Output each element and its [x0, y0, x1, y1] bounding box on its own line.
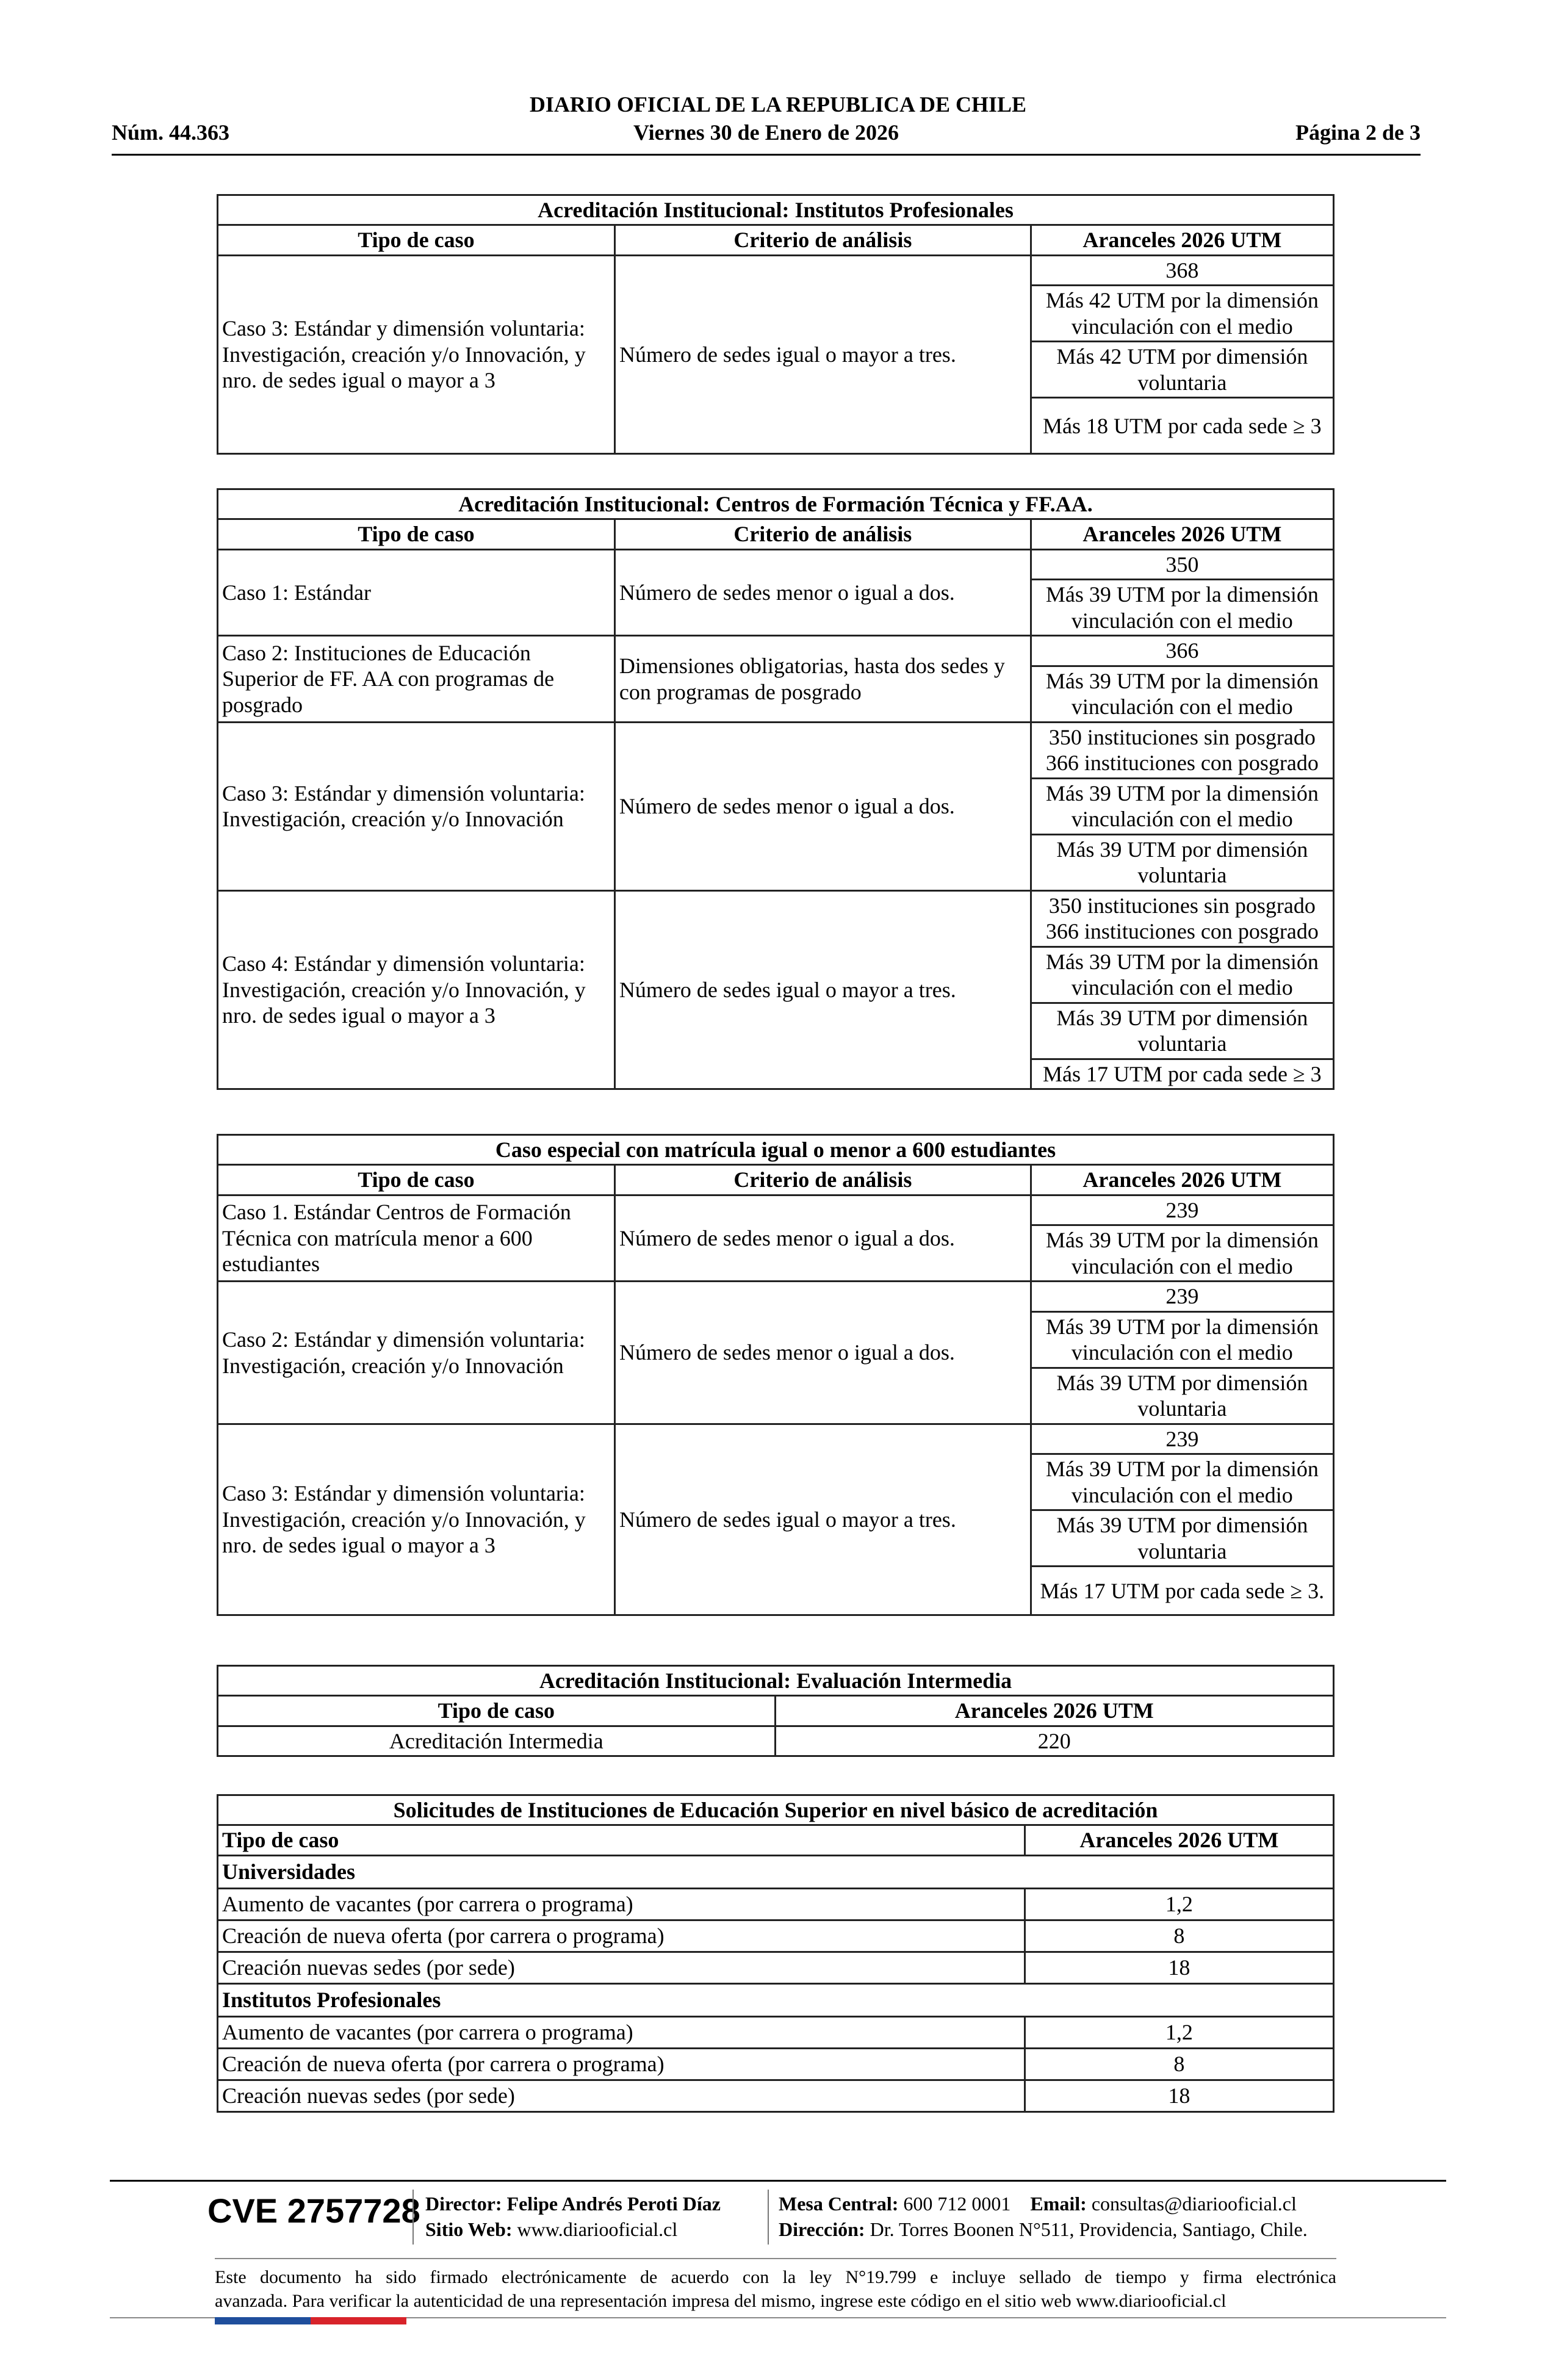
col-header-tipo: Tipo de caso [218, 225, 615, 255]
cell-arancel [1031, 722, 1333, 778]
cell-caso: Caso 2: Instituciones de Educación Superior de FF. AA con programas de posgrado [218, 636, 615, 722]
cell-arancel: Más 39 UTM por dimensión voluntaria [1031, 834, 1333, 890]
footer-contact-block [779, 2191, 1308, 2242]
arancel-sin-posgrado: 350 instituciones sin posgrado [1048, 724, 1316, 749]
legal-notice-line1: Este documento ha sido firmado electrónicamente de acuerdo con la ley N°19.799 e incluye sellado de tiempo y firma electrónica [215, 2267, 1336, 2287]
footer-divider [215, 2258, 1336, 2259]
cell-caso: Caso 3: Estándar y dimensión voluntaria: Investigación, creación y/o Innovación, y nro. de sedes igual o mayor a 3 [218, 1424, 615, 1615]
cell-caso: Acreditación Intermedia [218, 1726, 776, 1756]
cell-arancel: Más 39 UTM por dimensión voluntaria [1031, 1510, 1333, 1567]
cell-arancel: Más 18 UTM por cada sede ≥ 3 [1031, 398, 1333, 454]
table-row-value: 1,2 [1025, 1888, 1333, 1920]
web-label: Sitio Web: [425, 2218, 513, 2240]
table-row-value: 8 [1025, 1920, 1333, 1952]
cell-arancel: 239 [1031, 1282, 1333, 1311]
cell-arancel: Más 39 UTM por dimensión voluntaria [1031, 1003, 1333, 1059]
table-caption: Acreditación Institucional: Centros de Formación Técnica y FF.AA. [218, 489, 1334, 519]
cell-arancel: Más 39 UTM por la dimensión vinculación con el medio [1031, 666, 1333, 722]
cell-arancel: Más 39 UTM por la dimensión vinculación con el medio [1031, 947, 1333, 1003]
footer-separator [768, 2190, 769, 2245]
flag-stripe [215, 2317, 406, 2324]
col-header-tipo: Tipo de caso [218, 1825, 1025, 1855]
mesa-phone: 600 712 0001 [903, 2193, 1011, 2215]
cell-arancel [1031, 890, 1333, 947]
table-caption: Acreditación Institucional: Evaluación Intermedia [218, 1666, 1334, 1696]
group-header-universidades: Universidades [218, 1855, 1334, 1888]
table-row-label: Creación de nueva oferta (por carrera o programa) [218, 1920, 1025, 1952]
cell-criterio: Número de sedes menor o igual a dos. [614, 549, 1031, 635]
address-label: Dirección: [779, 2218, 865, 2240]
arancel-con-posgrado: 366 instituciones con posgrado [1045, 919, 1319, 944]
cell-arancel: 239 [1031, 1424, 1333, 1454]
flag-stripe-red [311, 2317, 406, 2324]
cell-arancel: 366 [1031, 636, 1333, 666]
col-header-aranceles: Aranceles 2026 UTM [1031, 225, 1333, 255]
issue-number: Núm. 44.363 [112, 120, 230, 145]
cell-caso: Caso 3: Estándar y dimensión voluntaria: Investigación, creación y/o Innovación [218, 722, 615, 890]
arancel-con-posgrado: 366 instituciones con posgrado [1045, 751, 1319, 776]
table-caption: Caso especial con matrícula igual o menor a 600 estudiantes [218, 1135, 1334, 1165]
table-nivel-basico [217, 1794, 1334, 2113]
email-link[interactable]: consultas@diariooficial.cl [1091, 2193, 1297, 2215]
table-row-value: 18 [1025, 2080, 1333, 2111]
cve-code: CVE 2757728 [207, 2191, 420, 2230]
footer-separator [412, 2190, 414, 2245]
cell-caso: Caso 2: Estándar y dimensión voluntaria: Investigación, creación y/o Innovación [218, 1282, 615, 1424]
col-header-criterio: Criterio de análisis [614, 1165, 1031, 1195]
table-row-label: Aumento de vacantes (por carrera o programa) [218, 2016, 1025, 2048]
table-caso-especial-matricula [217, 1134, 1334, 1616]
col-header-aranceles: Aranceles 2026 UTM [1025, 1825, 1333, 1855]
cell-criterio: Dimensiones obligatorias, hasta dos sedes y con programas de posgrado [614, 636, 1031, 722]
cell-arancel: Más 17 UTM por cada sede ≥ 3. [1031, 1567, 1333, 1615]
col-header-tipo: Tipo de caso [218, 1696, 776, 1726]
cell-criterio: Número de sedes menor o igual a dos. [614, 1282, 1031, 1424]
footer-divider [110, 2180, 1446, 2182]
cell-arancel: 220 [775, 1726, 1333, 1756]
col-header-criterio: Criterio de análisis [614, 519, 1031, 549]
cell-caso: Caso 1: Estándar [218, 549, 615, 635]
cell-criterio: Número de sedes menor o igual a dos. [614, 1195, 1031, 1281]
table-evaluacion-intermedia [217, 1665, 1334, 1757]
table-row-value: 8 [1025, 2048, 1333, 2080]
cell-arancel: Más 39 UTM por la dimensión vinculación con el medio [1031, 1225, 1333, 1282]
table-row-label: Creación de nueva oferta (por carrera o programa) [218, 2048, 1025, 2080]
col-header-tipo: Tipo de caso [218, 519, 615, 549]
cell-arancel: 368 [1031, 255, 1333, 285]
address-text: Dr. Torres Boonen N°511, Providencia, Santiago, Chile. [870, 2218, 1308, 2240]
table-institutos-profesionales [217, 194, 1334, 455]
cell-caso: Caso 1. Estándar Centros de Formación Técnica con matrícula menor a 600 estudiantes [218, 1195, 615, 1281]
cell-arancel: Más 39 UTM por la dimensión vinculación con el medio [1031, 1454, 1333, 1510]
table-centros-formacion-tecnica [217, 488, 1334, 1090]
flag-stripe-blue [215, 2317, 311, 2324]
mesa-label: Mesa Central: [779, 2193, 899, 2215]
header-row [112, 120, 1421, 149]
table-row-label: Aumento de vacantes (por carrera o programa) [218, 1888, 1025, 1920]
table-caption: Acreditación Institucional: Institutos Profesionales [218, 195, 1334, 225]
director-name: Felipe Andrés Peroti Díaz [506, 2193, 721, 2215]
group-header-institutos: Institutos Profesionales [218, 1983, 1334, 2016]
cell-criterio: Número de sedes menor o igual a dos. [614, 722, 1031, 890]
legal-notice-line2: avanzada. Para verificar la autenticidad de una representación impresa del mismo, ingrese este código en el sitio web www.diariooficial.cl [215, 2291, 1226, 2311]
cell-criterio: Número de sedes igual o mayor a tres. [614, 1424, 1031, 1615]
cell-arancel: 239 [1031, 1195, 1333, 1225]
cell-caso: Caso 4: Estándar y dimensión voluntaria: Investigación, creación y/o Innovación, y nro. de sedes igual o mayor a 3 [218, 890, 615, 1089]
col-header-criterio: Criterio de análisis [614, 225, 1031, 255]
col-header-aranceles: Aranceles 2026 UTM [1031, 519, 1333, 549]
cell-criterio: Número de sedes igual o mayor a tres. [614, 890, 1031, 1089]
cell-arancel: Más 42 UTM por dimensión voluntaria [1031, 342, 1333, 398]
cell-arancel: Más 42 UTM por la dimensión vinculación con el medio [1031, 286, 1333, 342]
cell-arancel: Más 39 UTM por la dimensión vinculación con el medio [1031, 778, 1333, 834]
col-header-aranceles: Aranceles 2026 UTM [775, 1696, 1333, 1726]
table-row-value: 1,2 [1025, 2016, 1333, 2048]
header-divider [112, 154, 1421, 156]
cell-arancel: Más 39 UTM por la dimensión vinculación con el medio [1031, 1311, 1333, 1368]
col-header-tipo: Tipo de caso [218, 1165, 615, 1195]
table-row-value: 18 [1025, 1952, 1333, 1983]
newspaper-title: DIARIO OFICIAL DE LA REPUBLICA DE CHILE [529, 92, 1027, 117]
cell-arancel: Más 39 UTM por dimensión voluntaria [1031, 1368, 1333, 1424]
table-row-label: Creación nuevas sedes (por sede) [218, 2080, 1025, 2111]
table-caption: Solicitudes de Instituciones de Educación Superior en nivel básico de acreditación [218, 1795, 1334, 1825]
cell-arancel: 350 [1031, 549, 1333, 579]
cell-caso: Caso 3: Estándar y dimensión voluntaria: Investigación, creación y/o Innovación, y nro. de sedes igual o mayor a 3 [218, 255, 615, 453]
email-label: Email: [1030, 2193, 1087, 2215]
cell-arancel: Más 39 UTM por la dimensión vinculación con el medio [1031, 580, 1333, 636]
page-number: Página 2 de 3 [1295, 120, 1421, 145]
web-link[interactable]: www.diariooficial.cl [517, 2218, 678, 2240]
col-header-aranceles: Aranceles 2026 UTM [1031, 1165, 1333, 1195]
table-row-label: Creación nuevas sedes (por sede) [218, 1952, 1025, 1983]
footer-director-block [425, 2191, 721, 2242]
director-label: Director: [425, 2193, 502, 2215]
issue-date: Viernes 30 de Enero de 2026 [633, 120, 899, 145]
cell-arancel: Más 17 UTM por cada sede ≥ 3 [1031, 1059, 1333, 1089]
cell-criterio: Número de sedes igual o mayor a tres. [614, 255, 1031, 453]
arancel-sin-posgrado: 350 instituciones sin posgrado [1048, 893, 1316, 918]
